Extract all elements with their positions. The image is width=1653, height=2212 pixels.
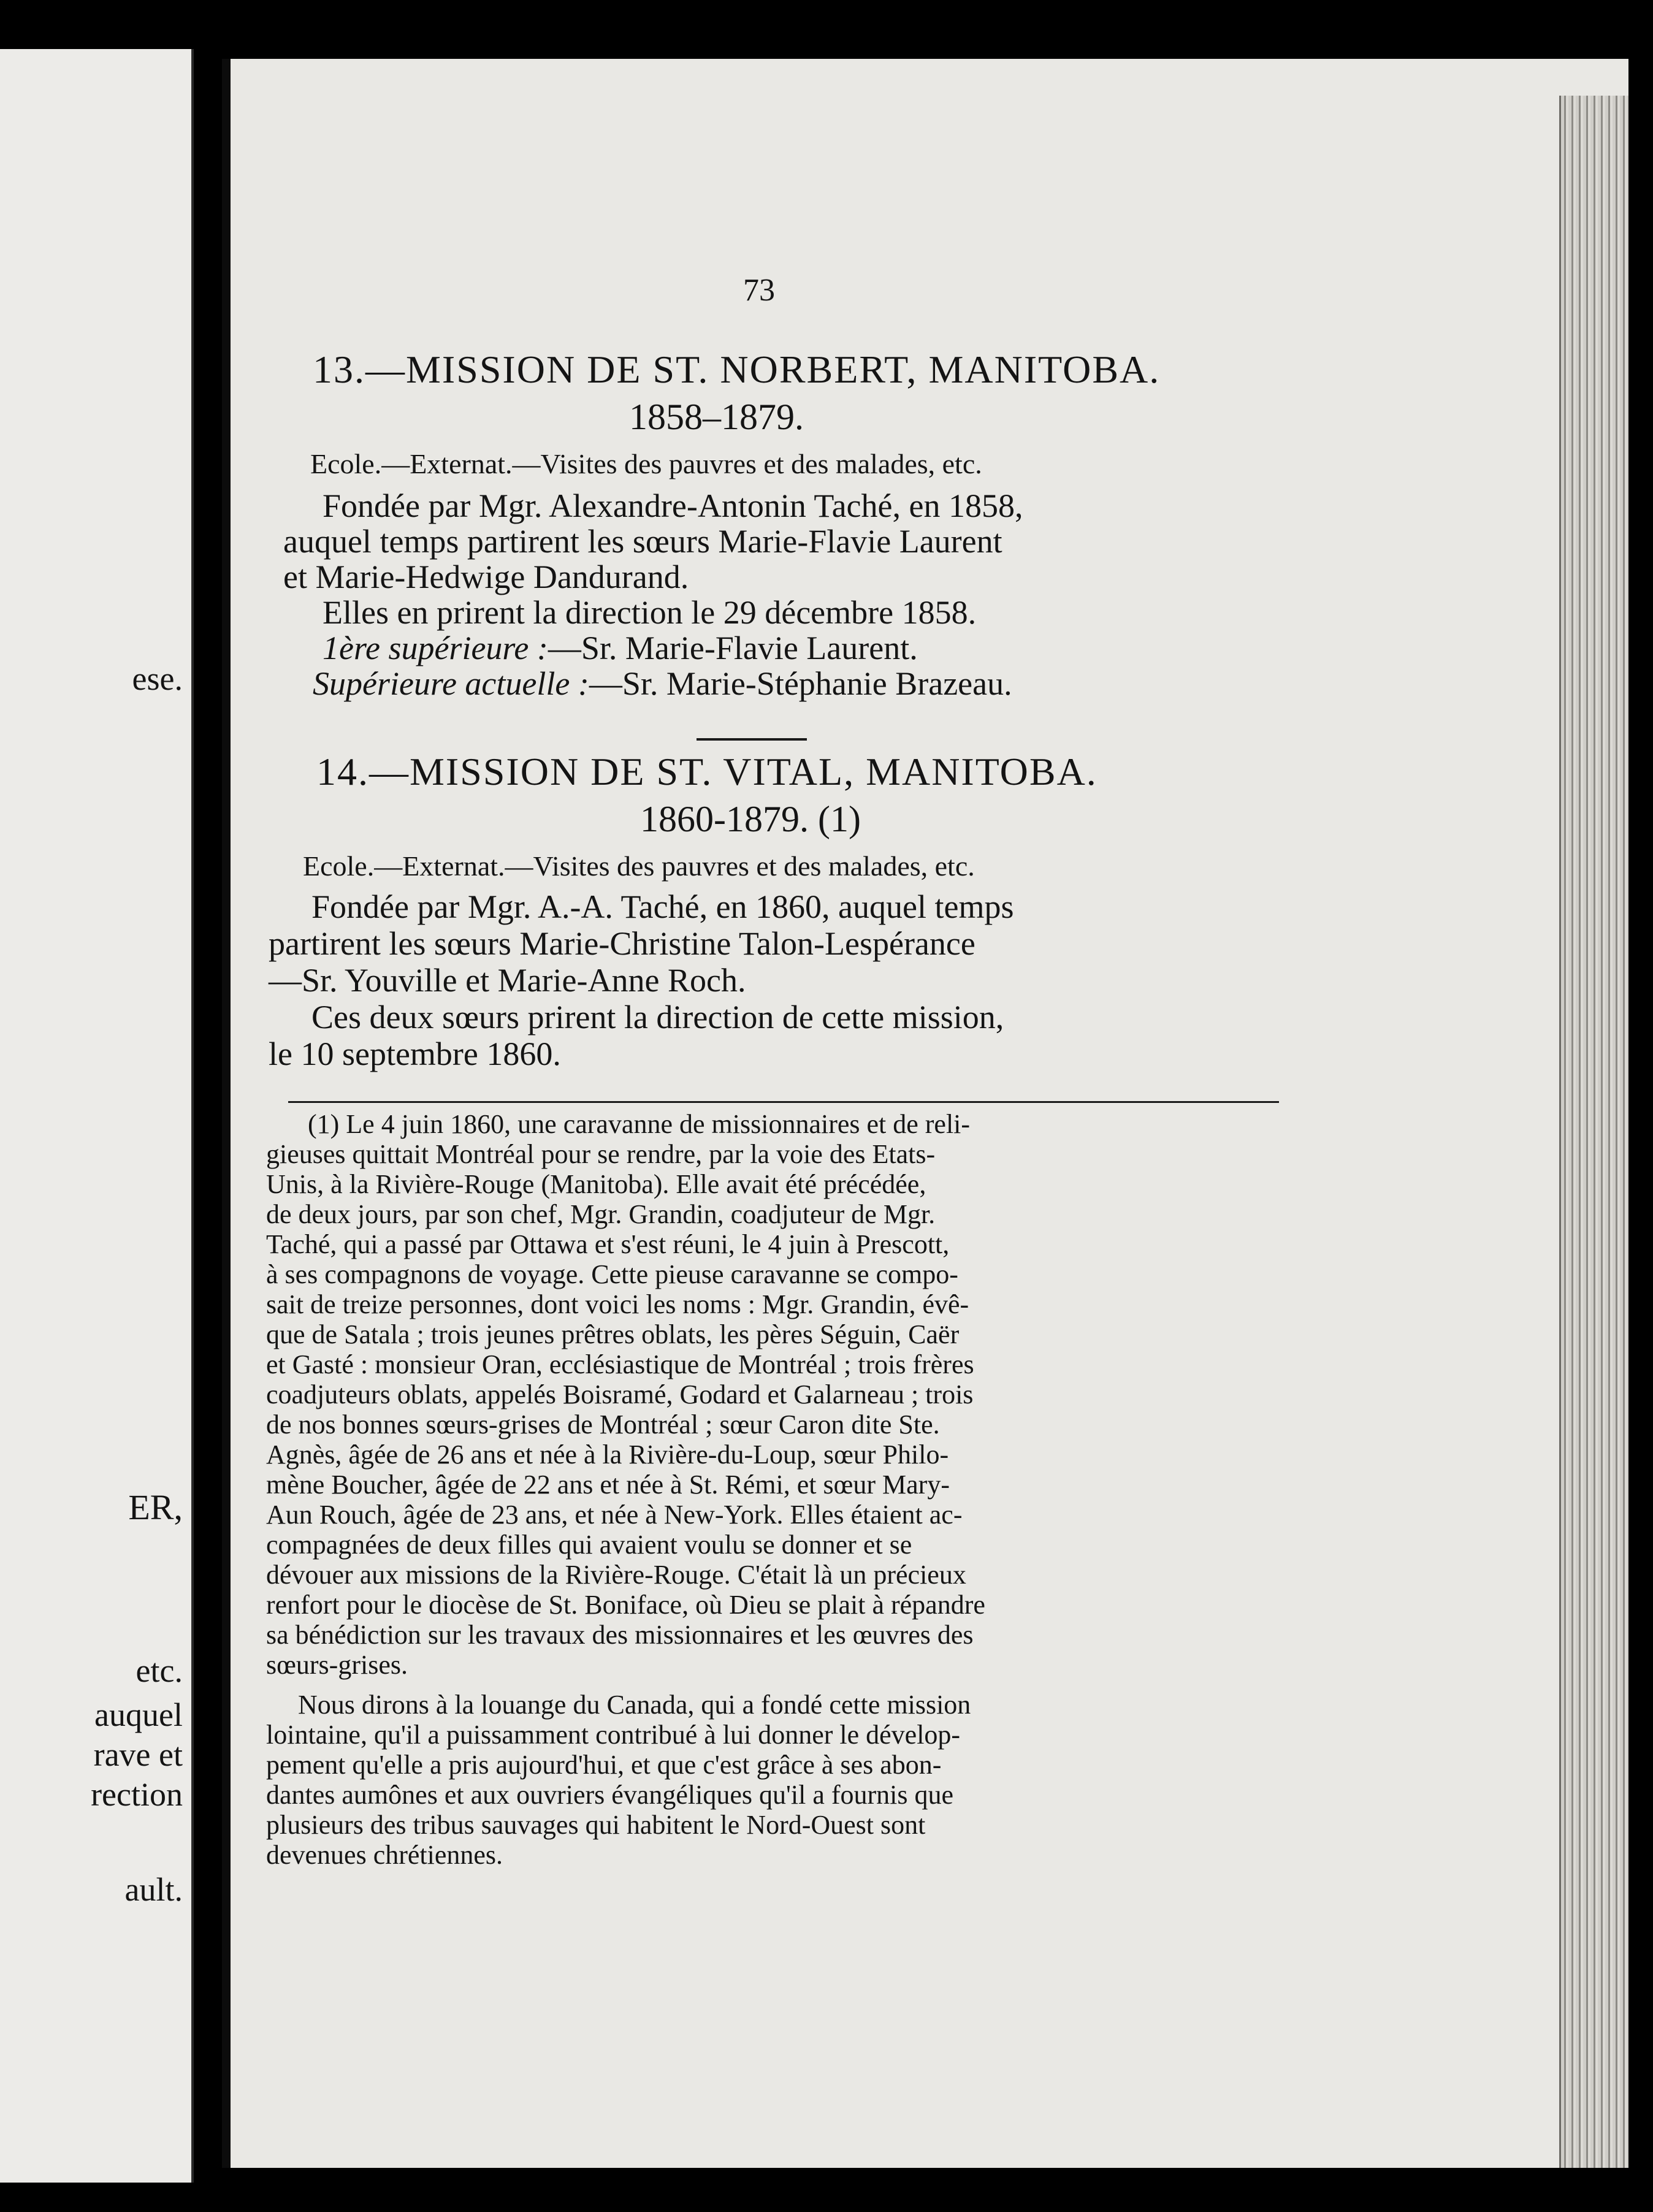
footnote-line: Agnès, âgée de 26 ans et née à la Rivière-du-Loup, sœur Philo- <box>266 1440 949 1470</box>
section-13-first-superior <box>323 629 918 667</box>
first-superior-name: —Sr. Marie-Flavie Laurent. <box>548 630 918 666</box>
section-14-line: Fondée par Mgr. A.-A. Taché, en 1860, auquel temps <box>311 888 1014 925</box>
footnote-line: Nous dirons à la louange du Canada, qui a fondé cette mission <box>298 1690 971 1720</box>
footnote-line: compagnées de deux filles qui avaient voulu se donner et se <box>266 1530 912 1560</box>
section-14-line: Ces deux sœurs prirent la direction de cette mission, <box>311 999 1004 1035</box>
left-page-fragment: ER, <box>128 1487 183 1527</box>
footnote-line: sait de treize personnes, dont voici les noms : Mgr. Grandin, évê- <box>266 1289 969 1319</box>
footnote-line: Taché, qui a passé par Ottawa et s'est réuni, le 4 juin à Prescott, <box>266 1229 950 1259</box>
section-13-current-superior <box>313 665 1012 703</box>
footnote-line: dévouer aux missions de la Rivière-Rouge. C'était là un précieux <box>266 1560 966 1590</box>
footnote-line: mène Boucher, âgée de 22 ans et née à St. Rémi, et sœur Mary- <box>266 1470 950 1500</box>
page-edge-stack <box>1559 96 1628 2168</box>
left-page-fragment: rave et <box>93 1736 183 1773</box>
footnote-line: pement qu'elle a pris aujourd'hui, et que c'est grâce à ses abon- <box>266 1750 942 1780</box>
footnote-rule <box>288 1101 1279 1103</box>
footnote-line: plusieurs des tribus sauvages qui habitent le Nord-Ouest sont <box>266 1810 926 1840</box>
section-13-line: et Marie-Hedwige Dandurand. <box>283 559 689 595</box>
footnote-line: à ses compagnons de voyage. Cette pieuse caravanne se compo- <box>266 1259 958 1289</box>
footnote-line: dantes aumônes et aux ouvriers évangéliques qu'il a fournis que <box>266 1780 954 1810</box>
left-page-fragment: rection <box>91 1776 183 1813</box>
footnote-line: gieuses quittait Montréal pour se rendre, par la voie des Etats- <box>266 1139 936 1169</box>
left-facing-page <box>0 49 194 2183</box>
footnote-line: de deux jours, par son chef, Mgr. Grandin, coadjuteur de Mgr. <box>266 1199 936 1229</box>
left-page-fragment: auquel <box>94 1696 183 1733</box>
section-14-years: 1860-1879. (1) <box>640 799 861 839</box>
section-14-line: partirent les sœurs Marie-Christine Talon-Lespérance <box>269 925 975 962</box>
footnote-line: coadjuteurs oblats, appelés Boisramé, Godard et Galarneau ; trois <box>266 1379 974 1409</box>
left-page-fragment: ese. <box>132 660 183 697</box>
current-superior-name: —Sr. Marie-Stéphanie Brazeau. <box>589 665 1012 702</box>
footnote-line: renfort pour le diocèse de St. Boniface, où Dieu se plait à répandre <box>266 1590 985 1620</box>
section-14-line: le 10 septembre 1860. <box>269 1035 561 1072</box>
footnote-line: de nos bonnes sœurs-grises de Montréal ; sœur Caron dite Ste. <box>266 1409 940 1440</box>
first-superior-label: 1ère supérieure : <box>323 630 548 666</box>
footnote-line: Unis, à la Rivière-Rouge (Manitoba). Elle avait été précédée, <box>266 1169 926 1199</box>
current-superior-label: Supérieure actuelle : <box>313 665 589 702</box>
left-page-fragment: ault. <box>124 1871 183 1908</box>
footnote-line: et Gasté : monsieur Oran, ecclésiastique de Montréal ; trois frères <box>266 1349 974 1379</box>
section-13-line: Fondée par Mgr. Alexandre-Antonin Taché, en 1858, <box>323 487 1023 524</box>
footnote-line: Aun Rouch, âgée de 23 ans, et née à New-York. Elles étaient ac- <box>266 1500 963 1530</box>
section-13-years: 1858–1879. <box>629 397 804 437</box>
section-14-line: —Sr. Youville et Marie-Anne Roch. <box>269 962 746 999</box>
section-13-line: Elles en prirent la direction le 29 décembre 1858. <box>323 594 977 631</box>
scanned-page <box>222 59 1628 2168</box>
footnote-line: devenues chrétiennes. <box>266 1840 503 1870</box>
footnote-line: sœurs-grises. <box>266 1650 408 1680</box>
footnote-line: lointaine, qu'il a puissamment contribué à lui donner le dévelop- <box>266 1720 961 1750</box>
section-13-heading: 13.—MISSION DE ST. NORBERT, MANITOBA. <box>313 348 1161 391</box>
section-14-subtitle: Ecole.—Externat.—Visites des pauvres et des malades, etc. <box>303 850 975 882</box>
section-13-subtitle: Ecole.—Externat.—Visites des pauvres et des malades, etc. <box>310 448 982 479</box>
section-14-heading: 14.—MISSION DE ST. VITAL, MANITOBA. <box>316 750 1098 793</box>
footnote-line: sa bénédiction sur les travaux des missionnaires et les œuvres des <box>266 1620 974 1650</box>
footnote-line: (1) Le 4 juin 1860, une caravanne de missionnaires et de reli- <box>308 1109 971 1139</box>
left-page-fragment: etc. <box>136 1652 183 1689</box>
page-number: 73 <box>743 273 775 308</box>
footnote-line: que de Satala ; trois jeunes prêtres oblats, les pères Séguin, Caër <box>266 1319 960 1349</box>
section-13-line: auquel temps partirent les sœurs Marie-Flavie Laurent <box>283 523 1002 560</box>
section-divider <box>697 738 807 741</box>
